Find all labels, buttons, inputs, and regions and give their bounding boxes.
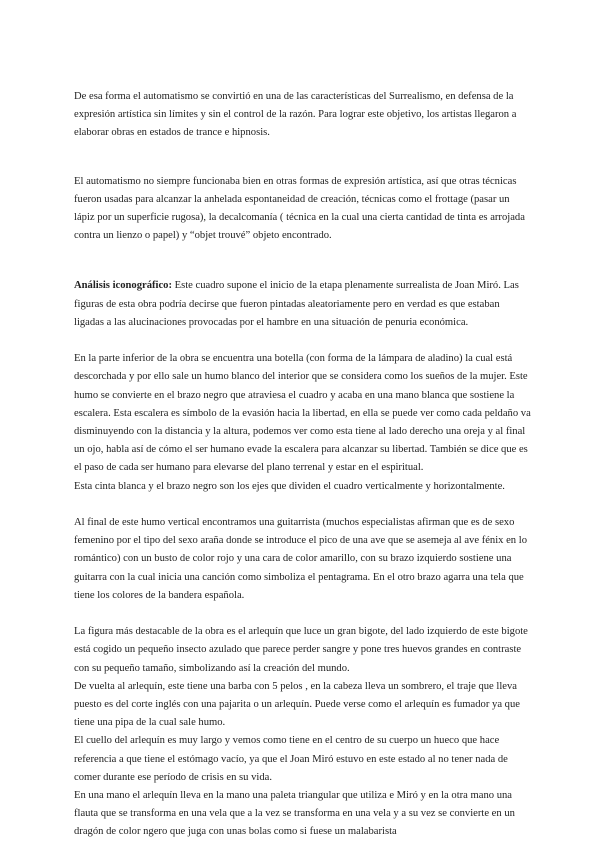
paragraph-cinta-brazo: Esta cinta blanca y el brazo negro son los ejes que dividen el cuadro verticalmente y horizontalmente. [74, 480, 505, 492]
paragraph-botella-escalera: En la parte inferior de la obra se encuentra una botella (con forma de la lámpara de aladino) la cual está descorchada y por ello sale un humo blanco del interior que se considera como los sueños de la mujer. Este humo se convierte en el brazo negro que atraviesa el cuadro y acaba en una mano blanca que sostiene la escalera. Esta escalera es símbolo de la evasión hacia la libertad, en ella se puede ver como cada peldaño va disminuyendo con la distancia y la altura, podemos ver como esta tiene al lado derecho una oreja y al final un ojo, habla así de cómo el ser humano evade la escalera para alcanzar su libertad. También se dice que es el paso de cada ser humano para elevarse del plano terrenal y estar en el espiritual. [74, 353, 531, 474]
paragraph-analisis-iconografico [74, 277, 532, 332]
paragraph-guitarrista: Al final de este humo vertical encontramos una guitarrista (muchos especialistas afirman que es de sexo femenino por el tipo del sexo araña donde se introduce el pico de una ave que se asemeja al ave fénix en lo romántico) con un busto de color rojo y una cara de color amarillo, con su brazo izquierdo sostiene una guitarra con la cual inicia una canción como simboliza el pentagrama. En el otro brazo agarra una tela que tiene los colores de la bandera española. [74, 517, 527, 601]
section-heading-analisis: Análisis iconográfico: [74, 280, 172, 292]
paragraph-arlequin-barba: De vuelta al arlequín, este tiene una barba con 5 pelos , en la cabeza lleva un sombrero, el traje que lleva puesto es del corte inglés con una pajarita o un arlequín. Puede verse como el arlequín es fumador ya que tiene una pipa de la cual sale humo. [74, 680, 520, 729]
paragraph-arlequin-cuello: El cuello del arlequín es muy largo y vemos como tiene en el centro de su cuerpo un hueco que hace referencia a que tiene el estómago vacío, ya que el Joan Miró estuvo en este estado al no tener nada de comer durante ese período de crisis en su vida. [74, 735, 508, 783]
paragraph-arlequin-bigote: La figura más destacable de la obra es el arlequín que luce un gran bigote, del lado izquierdo de este bigote está cogido un pequeño insecto azulado que parece perder sangre y pone tres huevos grandes en contraste con su pequeño tamaño, simbolizando así la creación del mundo. [74, 626, 528, 674]
document-body [74, 88, 532, 842]
paragraph-arlequin-paleta: En una mano el arlequín lleva en la mano una paleta triangular que utiliza e Miró y en la otra mano una flauta que se transforma en una vela que a la vez se transforma en una vela y a su vez se convierte en un dragón de color ngero que juga con unas bolas como si fuese un malabarista [74, 790, 515, 838]
paragraph-otras-tecnicas: El automatismo no siempre funcionaba bien en otras formas de expresión artística, así que otras técnicas fueron usadas para alcanzar la anhelada espontaneidad de creación, técnicas como el frottage (pasar un lápiz por un superficie rugosa), la decalcomanía ( técnica en la cual una cierta cantidad de tinta es arrojada contra un lienzo o papel) y “objet trouvé” objeto encontrado. [74, 175, 525, 242]
paragraph-analisis-text: Este cuadro supone el inicio de la etapa plenamente surrealista de Joan Miró. Las figuras de esta obra podría decirse que fueron pintadas aleatoriamente pero en verdad es que estaban ligadas a las alucinaciones provocadas por el hambre en una situación de penuria económica. [74, 280, 519, 328]
paragraph-automatismo-surrealismo: De esa forma el automatismo se convirtió en una de las características del Surrealismo, en defensa de la expresión artística sin límites y sin el control de la razón. Para lograr este objetivo, los artistas llegaron a elaborar obras en estados de trance e hipnosis. [74, 91, 517, 139]
